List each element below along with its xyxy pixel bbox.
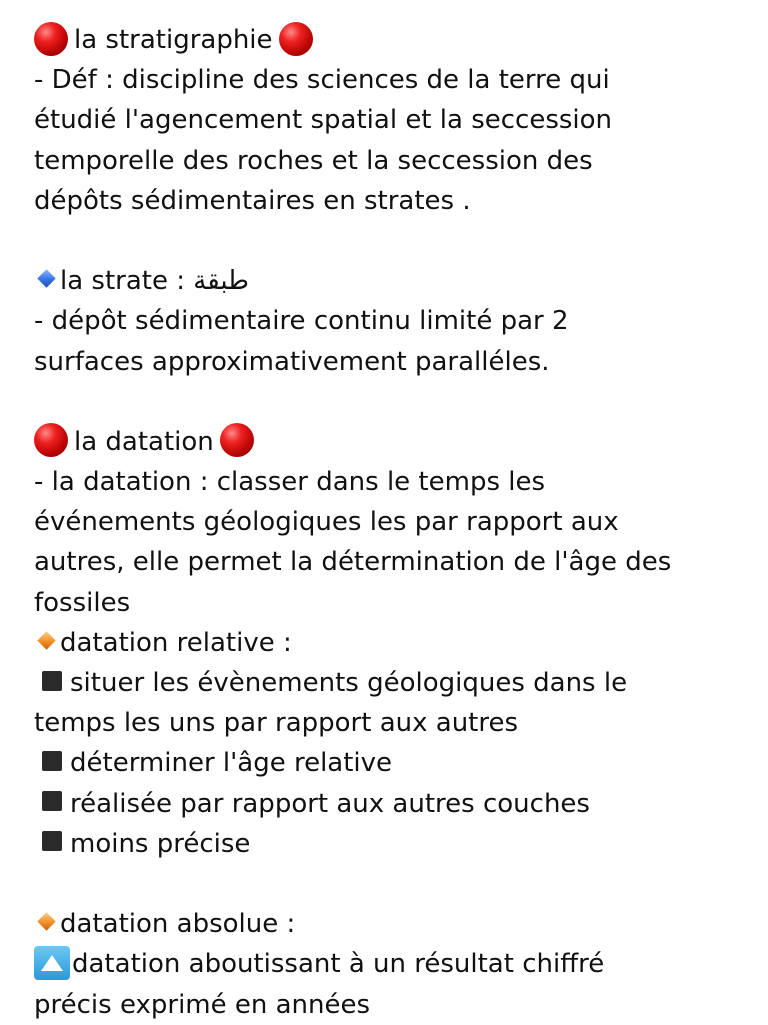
black-square-bullet-icon [42, 791, 62, 811]
heading-text: la stratigraphie [74, 25, 273, 55]
subheading-datation-absolue [34, 904, 734, 944]
text-line: événements géologiques les par rapport aux [34, 507, 619, 538]
bullet-text: moins précise [70, 828, 251, 859]
bullet-text: réalisée par rapport aux autres couches [70, 788, 590, 819]
red-ball-icon [279, 22, 313, 56]
text-line: autres, elle permet la détermination de l'âge des [34, 547, 672, 578]
heading-text: la strate : طبقة [60, 266, 249, 297]
black-square-bullet-icon [42, 671, 62, 691]
black-square-bullet-icon [42, 751, 62, 771]
subheading-text: datation relative : [60, 627, 292, 658]
text-line: - dépôt sédimentaire continu limité par 2 [34, 306, 569, 337]
bullet-text: situer les évènements géologiques dans le [70, 668, 628, 698]
text-line: - Déf : discipline des sciences de la terre qui [34, 65, 610, 96]
red-ball-icon [34, 423, 68, 457]
red-ball-icon [34, 22, 68, 56]
heading-stratigraphie [34, 20, 734, 60]
black-square-bullet-icon [42, 831, 62, 851]
arrow-item [34, 944, 734, 984]
heading-strate [34, 261, 734, 301]
text-line: précis exprimé en années [34, 989, 371, 1020]
text-line: - la datation : classer dans le temps les [34, 467, 546, 498]
bullet-item [34, 784, 734, 824]
text-line: temporelle des roches et la seccession des [34, 145, 593, 176]
bullet-text: déterminer l'âge relative [70, 748, 393, 779]
text-line: fossiles [34, 587, 131, 618]
subheading-datation-relative [34, 623, 734, 663]
bullet-item [34, 824, 734, 864]
text-line: surfaces approximativement paralléles. [34, 346, 550, 377]
arrow-text: datation aboutissant à un résultat chiffré [72, 949, 605, 980]
heading-datation [34, 422, 734, 462]
heading-text: la datation [74, 426, 214, 457]
spacer [34, 382, 734, 422]
text-line: temps les uns par rapport aux autres [34, 708, 519, 739]
up-triangle-icon [34, 946, 70, 980]
orange-diamond-icon [37, 912, 55, 930]
spacer [34, 864, 734, 904]
orange-diamond-icon [37, 631, 55, 649]
subheading-text: datation absolue : [60, 909, 296, 940]
spacer [34, 221, 734, 261]
bullet-item [34, 743, 734, 783]
red-ball-icon [220, 423, 254, 457]
bullet-item [34, 663, 734, 703]
text-line: dépôts sédimentaires en strates . [34, 185, 471, 216]
blue-diamond-icon [37, 269, 55, 287]
text-line: étudié l'agencement spatial et la seccession [34, 105, 613, 136]
